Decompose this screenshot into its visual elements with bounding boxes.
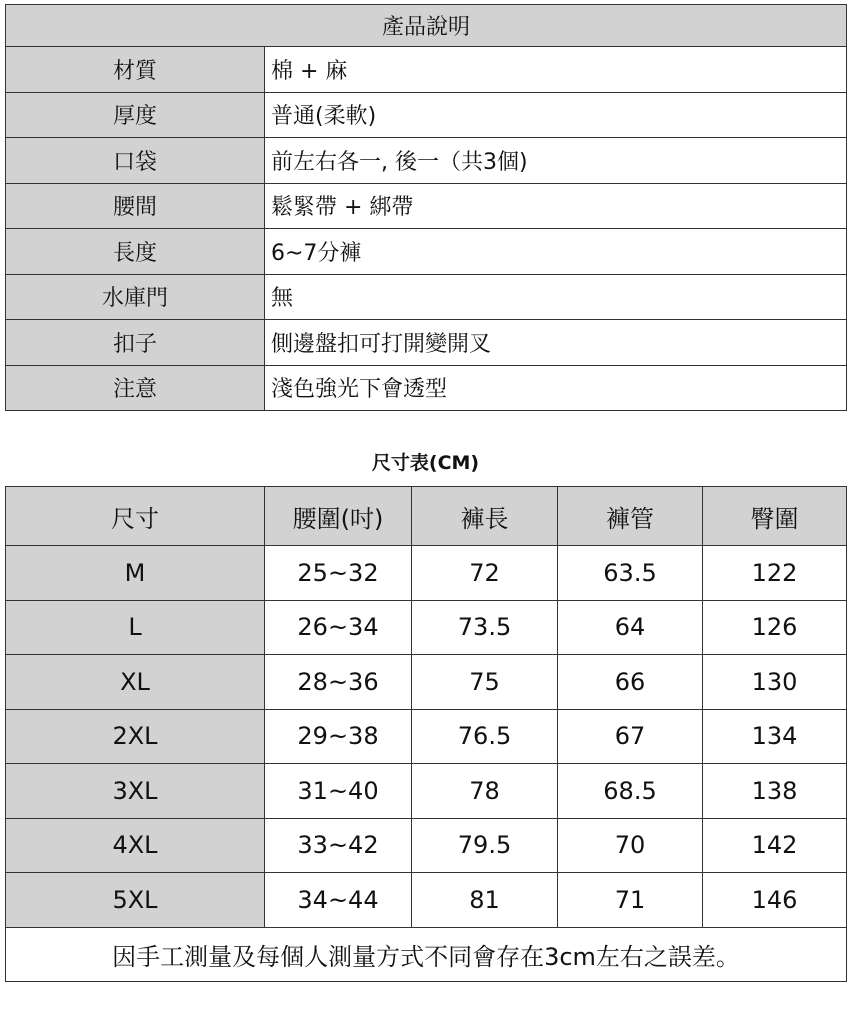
measurement-note: 因手工測量及每個人測量方式不同會存在3cm左右之誤差。 bbox=[6, 927, 847, 981]
product-row-label: 注意 bbox=[6, 365, 265, 411]
product-row-value: 前左右各一, 後一（共3個) bbox=[265, 138, 847, 184]
note-row bbox=[6, 927, 847, 981]
length-cell: 75 bbox=[412, 655, 558, 710]
column-header-length: 褲長 bbox=[412, 487, 558, 546]
table-row bbox=[6, 818, 847, 873]
size-cell: XL bbox=[6, 655, 265, 710]
product-row-value: 側邊盤扣可打開變開叉 bbox=[265, 320, 847, 366]
product-row bbox=[6, 183, 847, 229]
leg-opening-cell: 63.5 bbox=[558, 546, 703, 601]
leg-opening-cell: 71 bbox=[558, 873, 703, 928]
length-cell: 73.5 bbox=[412, 600, 558, 655]
length-cell: 79.5 bbox=[412, 818, 558, 873]
product-row-value: 普通(柔軟) bbox=[265, 92, 847, 138]
product-row-value: 淺色強光下會透型 bbox=[265, 365, 847, 411]
leg-opening-cell: 66 bbox=[558, 655, 703, 710]
product-row-label: 扣子 bbox=[6, 320, 265, 366]
hip-cell: 122 bbox=[703, 546, 847, 601]
leg-opening-cell: 67 bbox=[558, 709, 703, 764]
product-row-label: 材質 bbox=[6, 47, 265, 93]
size-chart-title: 尺寸表(CM) bbox=[371, 452, 480, 474]
product-row-label: 口袋 bbox=[6, 138, 265, 184]
product-row-label: 長度 bbox=[6, 229, 265, 275]
table-row bbox=[6, 709, 847, 764]
waist-cell: 26~34 bbox=[265, 600, 412, 655]
length-cell: 81 bbox=[412, 873, 558, 928]
size-cell: M bbox=[6, 546, 265, 601]
column-header-leg-opening: 褲管 bbox=[558, 487, 703, 546]
column-header-waist: 腰圍(吋) bbox=[265, 487, 412, 546]
product-row-label: 厚度 bbox=[6, 92, 265, 138]
product-row-label: 腰間 bbox=[6, 183, 265, 229]
product-row bbox=[6, 274, 847, 320]
product-row-value: 6~7分褲 bbox=[265, 229, 847, 275]
product-row-value: 棉 + 麻 bbox=[265, 47, 847, 93]
table-row bbox=[6, 873, 847, 928]
hip-cell: 146 bbox=[703, 873, 847, 928]
product-table-title: 產品說明 bbox=[6, 5, 847, 47]
product-row bbox=[6, 229, 847, 275]
waist-cell: 28~36 bbox=[265, 655, 412, 710]
size-cell: L bbox=[6, 600, 265, 655]
hip-cell: 134 bbox=[703, 709, 847, 764]
product-row bbox=[6, 92, 847, 138]
size-cell: 5XL bbox=[6, 873, 265, 928]
length-cell: 72 bbox=[412, 546, 558, 601]
size-cell: 3XL bbox=[6, 764, 265, 819]
table-row bbox=[6, 600, 847, 655]
size-cell: 2XL bbox=[6, 709, 265, 764]
product-row bbox=[6, 47, 847, 93]
leg-opening-cell: 64 bbox=[558, 600, 703, 655]
column-header-hip: 臀圍 bbox=[703, 487, 847, 546]
product-row-value: 鬆緊帶 + 綁帶 bbox=[265, 183, 847, 229]
hip-cell: 126 bbox=[703, 600, 847, 655]
hip-cell: 130 bbox=[703, 655, 847, 710]
product-row-value: 無 bbox=[265, 274, 847, 320]
product-row-label: 水庫門 bbox=[6, 274, 265, 320]
length-cell: 78 bbox=[412, 764, 558, 819]
product-table-header-row bbox=[6, 5, 847, 47]
product-description-table bbox=[5, 4, 847, 411]
waist-cell: 33~42 bbox=[265, 818, 412, 873]
waist-cell: 25~32 bbox=[265, 546, 412, 601]
product-row bbox=[6, 138, 847, 184]
length-cell: 76.5 bbox=[412, 709, 558, 764]
product-row bbox=[6, 365, 847, 411]
table-row bbox=[6, 655, 847, 710]
waist-cell: 29~38 bbox=[265, 709, 412, 764]
waist-cell: 31~40 bbox=[265, 764, 412, 819]
table-row bbox=[6, 546, 847, 601]
leg-opening-cell: 68.5 bbox=[558, 764, 703, 819]
table-row bbox=[6, 764, 847, 819]
waist-cell: 34~44 bbox=[265, 873, 412, 928]
size-cell: 4XL bbox=[6, 818, 265, 873]
size-chart-table bbox=[5, 486, 847, 982]
product-row bbox=[6, 320, 847, 366]
column-header-size: 尺寸 bbox=[6, 487, 265, 546]
leg-opening-cell: 70 bbox=[558, 818, 703, 873]
size-chart-header-row bbox=[6, 487, 847, 546]
hip-cell: 142 bbox=[703, 818, 847, 873]
hip-cell: 138 bbox=[703, 764, 847, 819]
